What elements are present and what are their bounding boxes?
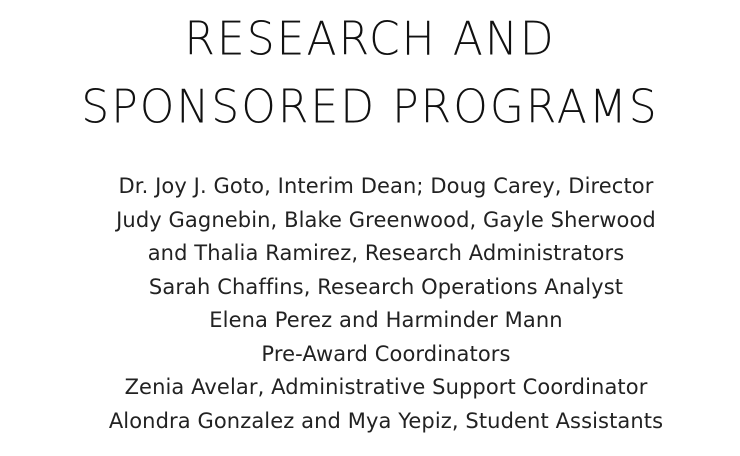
heading-line-1: RESEARCH AND — [184, 12, 556, 67]
staff-line: Zenia Avelar, Administrative Support Coordinator — [124, 375, 648, 399]
staff-line: and Thalia Ramirez, Research Administrators — [147, 241, 625, 265]
staff-line: Dr. Joy J. Goto, Interim Dean; Doug Carey, Director — [118, 174, 654, 198]
staff-line: Sarah Chaffins, Research Operations Analyst — [148, 274, 624, 299]
staff-line: Judy Gagnebin, Blake Greenwood, Gayle Sherwood — [116, 207, 656, 232]
staff-line: Elena Perez and Harminder Mann — [209, 308, 563, 332]
heading-line-2: SPONSORED PROGRAMS — [81, 80, 659, 135]
staff-list — [36, 170, 736, 438]
staff-line: Alondra Gonzalez and Mya Yepiz, Student Assistants — [108, 408, 664, 433]
staff-line: Pre-Award Coordinators — [261, 341, 511, 366]
